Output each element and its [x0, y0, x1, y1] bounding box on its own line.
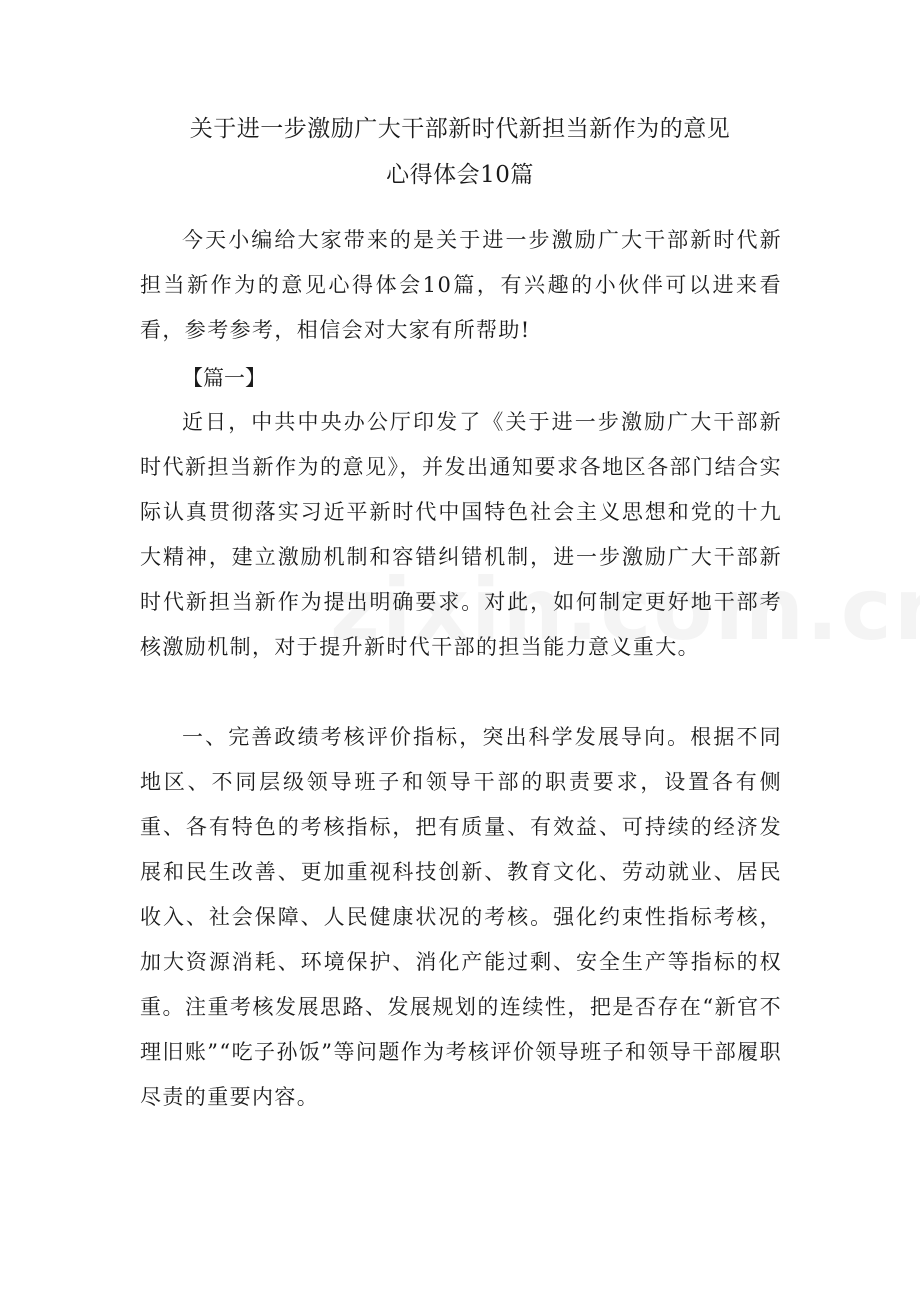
- document-title-line-1: 关于进一步激励广大干部新时代新担当新作为的意见: [189, 116, 731, 142]
- intro-paragraph: 今天小编给大家带来的是关于进一步激励广大干部新时代新担当新作为的意见心得体会10篇，有兴趣的小伙伴可以进来看看，参考参考，相信会对大家有所帮助!: [140, 228, 782, 342]
- intro-block: [140, 218, 782, 353]
- body-paragraph-2: 一、完善政绩考核评价指标，突出科学发展导向。根据不同地区、不同层级领导班子和领导干部的职责要求，设置各有侧重、各有特色的考核指标，把有质量、有效益、可持续的经济发展和民生改善、更加重视科技创新、教育文化、劳动就业、居民收入、社会保障、人民健康状况的考核。强化约束性指标考核，加大资源消耗、环境保护、消化产能过剩、安全生产等指标的权重。注重考核发展思路、发展规划的连续性，把是否存在“新官不理旧账”“吃子孙饭”等问题作为考核评价领导班子和领导干部履职尽责的重要内容。: [140, 725, 782, 1109]
- document-title-line-2: 心得体会10篇: [386, 162, 534, 188]
- body-block-2: [140, 715, 782, 1120]
- body-block-1: [140, 400, 782, 670]
- section-heading: 【篇一】: [182, 366, 266, 390]
- body-paragraph-1: 近日，中共中央办公厅印发了《关于进一步激励广大干部新时代新担当新作为的意见》，并发出通知要求各地区各部门结合实际认真贯彻落实习近平新时代中国特色社会主义思想和党的十九大精神，建立激励机制和容错纠错机制，进一步激励广大干部新时代新担当新作为提出明确要求。对此，如何制定更好地干部考核激励机制，对于提升新时代干部的担当能力意义重大。: [140, 410, 782, 659]
